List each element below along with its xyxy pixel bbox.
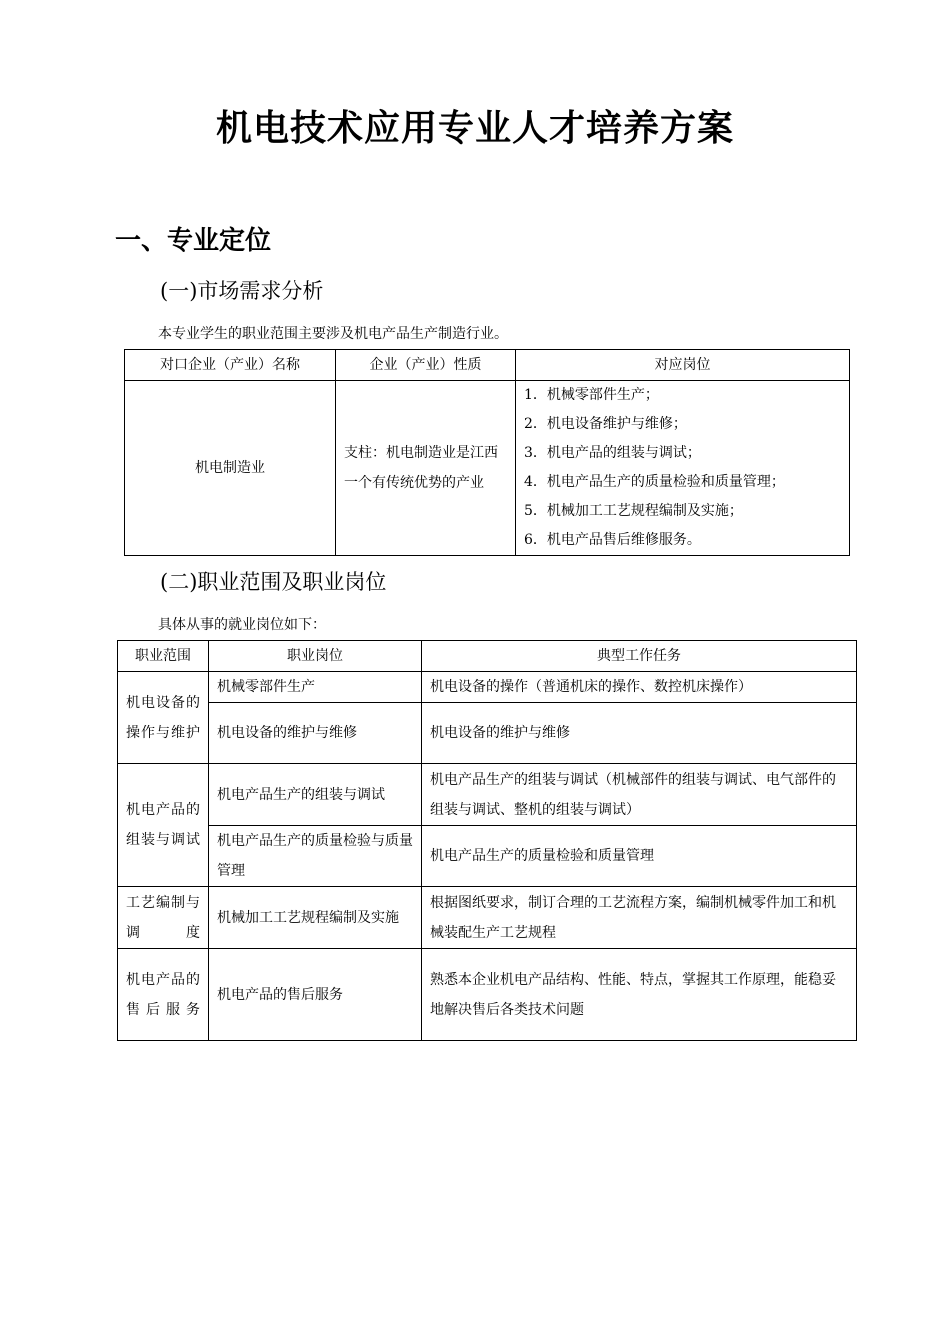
task-cell: 机电设备的操作（普通机床的操作、数控机床操作） [422, 672, 857, 703]
scope-cell: 机电产品的组装与调试 [118, 764, 209, 887]
post-cell: 机械零部件生产 [209, 672, 422, 703]
career-table [117, 640, 857, 1041]
table-row [118, 949, 857, 1041]
header-post: 职业岗位 [209, 641, 422, 672]
nature-cell: 支柱：机电制造业是江西一个有传统优势的产业 [336, 381, 516, 556]
list-item: 6．机电产品售后维修服务。 [524, 532, 701, 548]
task-cell: 熟悉本企业机电产品结构、性能、特点，掌握其工作原理，能稳妥地解决售后各类技术问题 [422, 949, 857, 1041]
document-title: 机电技术应用专业人才培养方案 [215, 108, 734, 149]
post-cell: 机电产品的售后服务 [209, 949, 422, 1041]
posts-cell [516, 381, 850, 556]
list-item: 3．机电产品的组装与调试； [524, 445, 701, 461]
scope-cell: 工艺编制与调度 [118, 887, 209, 949]
header-enterprise: 对口企业（产业）名称 [125, 350, 336, 381]
header-nature: 企业（产业）性质 [336, 350, 516, 381]
list-item: 2．机电设备维护与维修； [524, 416, 687, 432]
scope-cell: 机电产品的售后服务 [118, 949, 209, 1041]
task-cell: 根据图纸要求，制订合理的工艺流程方案，编制机械零件加工和机械装配生产工艺规程 [422, 887, 857, 949]
task-cell: 机电设备的维护与维修 [422, 703, 857, 764]
list-item: 1．机械零部件生产； [524, 387, 659, 403]
subsection-heading-career-scope: (二)职业范围及职业岗位 [160, 570, 387, 594]
table-header-row [118, 641, 857, 672]
post-cell: 机电设备的维护与维修 [209, 703, 422, 764]
market-intro-text: 本专业学生的职业范围主要涉及机电产品生产制造行业。 [158, 326, 508, 342]
table-row [118, 703, 857, 764]
post-cell: 机械加工工艺规程编制及实施 [209, 887, 422, 949]
table-row [118, 672, 857, 703]
subsection-heading-market-analysis: (一)市场需求分析 [160, 279, 324, 303]
table-row [118, 826, 857, 887]
list-item: 5．机械加工工艺规程编制及实施； [524, 503, 743, 519]
post-cell: 机电产品生产的组装与调试 [209, 764, 422, 826]
career-intro-text: 具体从事的就业岗位如下： [158, 617, 326, 633]
list-item: 4．机电产品生产的质量检验和质量管理； [524, 474, 785, 490]
section-heading-positioning: 一、专业定位 [115, 226, 272, 256]
table-row [125, 381, 850, 556]
header-posts: 对应岗位 [516, 350, 850, 381]
table-row [118, 764, 857, 826]
enterprise-cell: 机电制造业 [125, 381, 336, 556]
post-cell: 机电产品生产的质量检验与质量管理 [209, 826, 422, 887]
task-cell: 机电产品生产的组装与调试（机械部件的组装与调试、电气部件的组装与调试、整机的组装与调试） [422, 764, 857, 826]
table-row [118, 887, 857, 949]
table-header-row [125, 350, 850, 381]
task-cell: 机电产品生产的质量检验和质量管理 [422, 826, 857, 887]
industry-table [124, 349, 850, 556]
header-scope: 职业范围 [118, 641, 209, 672]
header-task: 典型工作任务 [422, 641, 857, 672]
scope-cell: 机电设备的操作与维护 [118, 672, 209, 764]
